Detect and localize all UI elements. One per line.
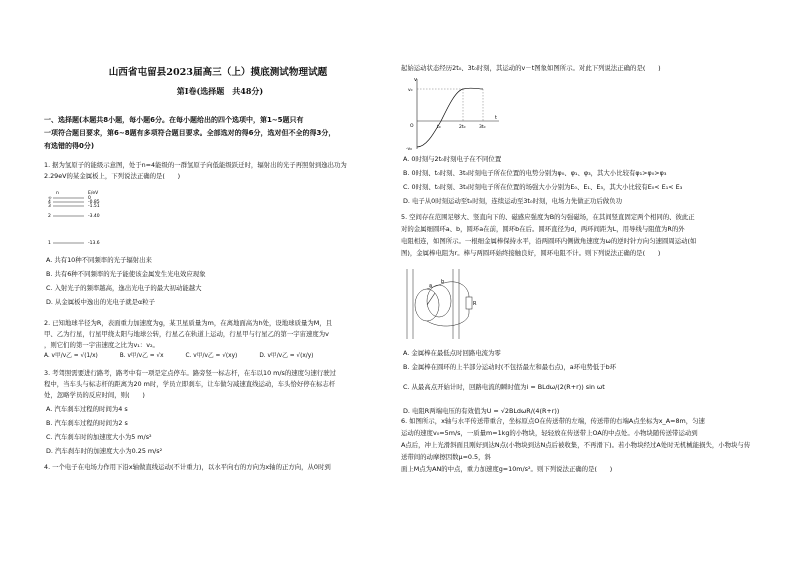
svg-text:1: 1 bbox=[48, 241, 51, 246]
q2-option-c: C. v甲/v乙 = √(xy) bbox=[185, 353, 238, 359]
question-4: 4. 一个电子在电场力作用下沿x轴做直线运动(不计重力)，以水平向右的方向为x轴的正方向，从0时到 bbox=[44, 463, 331, 471]
question-3-options bbox=[44, 402, 394, 458]
svg-text:∞: ∞ bbox=[48, 196, 52, 201]
vt-graph bbox=[405, 75, 757, 151]
energy-level-1 bbox=[48, 240, 100, 246]
n-axis-label: n bbox=[56, 191, 59, 196]
energy-level-3 bbox=[48, 203, 100, 209]
q2-option-b: B. v甲/v乙 = √x bbox=[119, 353, 164, 359]
energy-level-diagram bbox=[46, 188, 396, 248]
svg-text:-3.40: -3.40 bbox=[88, 214, 100, 219]
question-6: 6. 如图所示，x轴与水平传送带重合，坐标原点O在传送带的左端，传送带的右端A点坐标为x_A=8m，匀速 运动的速度v₀=5m/s，一质量m=1kg的小物块，轻轻放在传送带上OA的中点处。小物块随传送带运动到 A点后，冲上光滑斜面且刚好到达N点(小物块到达N点后被收集，不再滑下)。若小物块经过A处时无机械能损失，小物块与传送带间的动摩擦因数μ=0.5，斜 面上M点为AN的中点，重力加速度g=10m/s²。则下列说法正确的是( ) bbox=[401, 417, 751, 473]
energy-level-2 bbox=[48, 213, 100, 219]
q4-option-a: A. 0时刻与2t₀时刻电子在不同位置 bbox=[403, 155, 502, 163]
v-axis-label: v bbox=[414, 77, 417, 83]
svg-text:-1.51: -1.51 bbox=[88, 204, 100, 209]
svg-text:0: 0 bbox=[88, 196, 91, 201]
q4-option-c: C. 0时刻、t₀时刻、3t₀时刻电子所在位置的场强大小分别为E₀、E₁、E₃，其大小比较有E₀< E₁< E₃ bbox=[403, 183, 683, 191]
q1-option-b: B. 共有6种不同频率的光子能使该金属发生光电效应现象 bbox=[46, 270, 206, 278]
q5-option-d: D. 电阻R两端电压的有效值为U = √2BLdωR/(4(R+r)) bbox=[403, 407, 560, 415]
section-subtitle: 第Ⅰ卷(选择题 共48分) bbox=[176, 86, 264, 96]
ring-a-label: a bbox=[429, 283, 433, 289]
question-1: 1. 据为氢原子的能级示意图，处于n=4能级的一群氢原子向低能级跃迁时，辐射出的光子再照射到逸出功为 2.29eV的某金属板上，下列说法正确的是( ) bbox=[44, 161, 347, 180]
question-1-options bbox=[44, 253, 394, 309]
q5-option-b: B. 金属棒在圆环的上半部分运动时(不包括最左和最右点)，a环电势低于b环 bbox=[403, 363, 617, 371]
q1-option-d: D. 从金属板中逸出的光电子就是α粒子 bbox=[46, 298, 156, 306]
origin-label: O bbox=[410, 124, 414, 129]
svg-text:-0.85: -0.85 bbox=[88, 200, 100, 205]
q2-option-d: D. v甲/v乙 = √(x/y) bbox=[259, 353, 314, 359]
question-2-options bbox=[44, 352, 394, 361]
tick-t0: t₀ bbox=[437, 125, 441, 130]
question-4-continued: 起始运动状态经历2t₀、3t₀时刻，其运动的v－t图象如图所示。对此下列说法正确的是( ) bbox=[401, 64, 661, 72]
q1-option-a: A. 共有10种不同频率的光子辐射出来 bbox=[46, 256, 152, 264]
question-2: 2. 已知地球半径为R，表面重力加速度为g，某卫星质量为m，在离地面高为h处，设地球质量为M，且 甲、乙为行星，行星甲绕太阳与地球公转，行星乙在轨道上运动，行星甲与行星乙的第一宇宙速度为v ，则它们的第一宇宙速度之比为v₁：v₂。 bbox=[44, 319, 333, 349]
svg-text:4: 4 bbox=[48, 200, 51, 205]
q5-option-a: A. 金属棒在最低点时回路电流为零 bbox=[403, 349, 501, 357]
question-5-options bbox=[401, 346, 753, 418]
q2-option-a: A. v甲/v乙 = √(1/x) bbox=[44, 353, 98, 359]
q5-option-c: C. 从最高点开始计时，回路电流的瞬时值为i = BLdω/(2(R+r)) sin ωt bbox=[403, 383, 605, 391]
svg-text:3: 3 bbox=[48, 204, 51, 209]
neg-v0-label: -v₀ bbox=[406, 147, 412, 151]
rotating-rod-figure bbox=[403, 265, 755, 343]
q4-option-d: D. 电子从0时刻运动至t₀时刻，连续运动至3t₀时刻，电场力先做正功后做负功 bbox=[403, 197, 622, 205]
velocity-curve bbox=[417, 88, 483, 147]
energy-level-inf bbox=[48, 195, 91, 201]
section-intro: 一、选择题(本题共8小题，每小题6分。在每小题给出的四个选项中，第1~5题只有 一项符合题目要求，第6~8题有多项符合题目要求。全部选对的得6分，选对但不全的得3分， 有选错的得0分) bbox=[44, 116, 336, 150]
q3-option-b: B. 汽车刹车过程的时间为2 s bbox=[46, 419, 128, 427]
q3-option-a: A. 汽车刹车过程的时间为4 s bbox=[46, 405, 128, 413]
resistor-label: R bbox=[473, 301, 477, 307]
q3-option-d: D. 汽车刹车时的加速度大小为0.25 m/s² bbox=[46, 447, 163, 455]
svg-text:-13.6: -13.6 bbox=[88, 241, 100, 246]
question-4-options bbox=[401, 152, 753, 208]
question-5: 5. 空间存在范围足够大、竖直向下的、磁感应强度为B的匀强磁场，在其间竖直固定两个相同的、彼此正 对的金属细圆环a、b，圆环a在前，圆环b在后。圆环直径为d，两环间距为L，用导线与阻值为R的外 电阻相连，如图所示。一根细金属棒保持水平，沿两圆环内侧做角速度为ω的逆时针方向匀速圆周运动(如 图)，金属棒电阻为r。棒与两圆环始终接触良好，圆环电阻不计。则下列说法正确的是( ) bbox=[401, 213, 697, 257]
v0-label: v₀ bbox=[408, 88, 413, 93]
svg-text:2: 2 bbox=[48, 214, 51, 219]
page-title: 山西省屯留县2023届高三（上）摸底测试物理试题 bbox=[108, 67, 328, 78]
q4-option-b: B. 0时刻、t₀时刻、3t₀时刻电子所在位置的电势分别为φ₀、φ₁、φ₃，其大小比较有φ₁>φ₀>φ₃ bbox=[403, 169, 667, 177]
ring-b-label: b bbox=[441, 279, 445, 285]
e-axis-label: E/eV bbox=[88, 191, 99, 196]
question-3: 3. 考驾照需要进行路考，路考中有一项是定点停车。路旁竖一标志杆，在车以10 m/s的速度匀速行驶过 程中，当车头与标志杆的距离为20 m时，学员立即刹车，让车做匀减速直线运动，车头恰好停在标志杆 处，忽略学员的反应时间，则( ) bbox=[44, 369, 337, 399]
tick-2t0: 2t₀ bbox=[459, 125, 466, 130]
q1-option-c: C. 入射光子的频率越高，逸出光电子的最大初动能越大 bbox=[46, 284, 202, 292]
t-axis-label: t bbox=[495, 115, 497, 121]
tick-3t0: 3t₀ bbox=[479, 125, 486, 130]
q3-option-c: C. 汽车刹车时的加速度大小为5 m/s² bbox=[46, 433, 152, 441]
